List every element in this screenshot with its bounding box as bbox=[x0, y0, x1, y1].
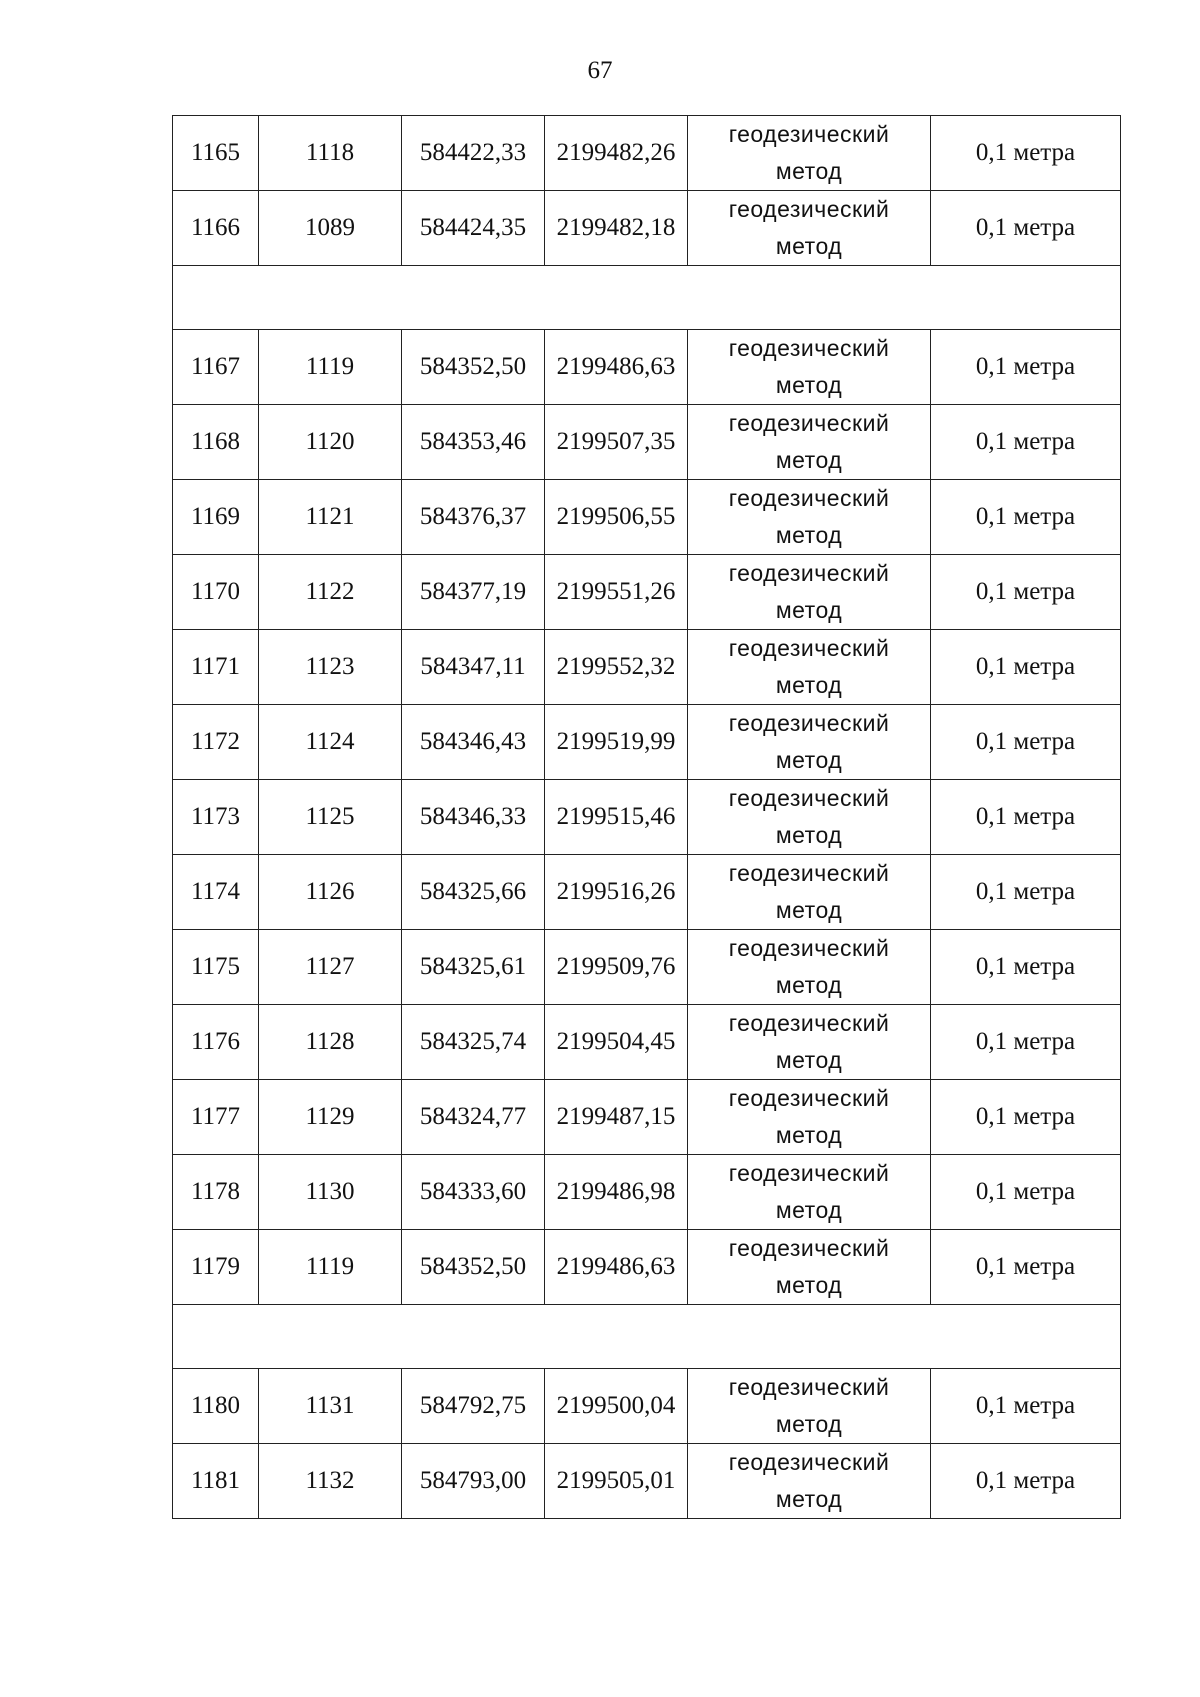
prior-point-cell: 1119 bbox=[259, 1230, 402, 1305]
prior-point-cell: 1124 bbox=[259, 705, 402, 780]
method-line-2: метод bbox=[775, 1122, 843, 1148]
prior-point-cell: 1129 bbox=[259, 1080, 402, 1155]
method-line-1: геодезический bbox=[728, 335, 890, 361]
method-line-1: геодезический bbox=[728, 485, 890, 511]
method-line-2: метод bbox=[775, 522, 843, 548]
y-coordinate-cell: 2199504,45 bbox=[545, 1005, 688, 1080]
prior-point-cell: 1125 bbox=[259, 780, 402, 855]
table-body bbox=[173, 116, 1121, 1519]
y-coordinate-cell: 2199509,76 bbox=[545, 930, 688, 1005]
method-line-2: метод bbox=[775, 897, 843, 923]
point-number-cell: 1174 bbox=[173, 855, 259, 930]
accuracy-cell: 0,1 метра bbox=[931, 405, 1121, 480]
prior-point-cell: 1127 bbox=[259, 930, 402, 1005]
point-number-cell: 1177 bbox=[173, 1080, 259, 1155]
method-cell bbox=[688, 705, 931, 780]
method-line-1: геодезический bbox=[728, 785, 890, 811]
table-row bbox=[173, 191, 1121, 266]
method-cell bbox=[688, 855, 931, 930]
x-coordinate-cell: 584333,60 bbox=[402, 1155, 545, 1230]
point-number-cell: 1166 bbox=[173, 191, 259, 266]
method-cell bbox=[688, 480, 931, 555]
method-cell bbox=[688, 1369, 931, 1444]
x-coordinate-cell: 584325,66 bbox=[402, 855, 545, 930]
method-cell bbox=[688, 1444, 931, 1519]
separator-row bbox=[173, 266, 1121, 330]
x-coordinate-cell: 584347,11 bbox=[402, 630, 545, 705]
table-row bbox=[173, 630, 1121, 705]
x-coordinate-cell: 584324,77 bbox=[402, 1080, 545, 1155]
y-coordinate-cell: 2199505,01 bbox=[545, 1444, 688, 1519]
table-row bbox=[173, 930, 1121, 1005]
method-line-1: геодезический bbox=[728, 1374, 890, 1400]
prior-point-cell: 1119 bbox=[259, 330, 402, 405]
method-line-1: геодезический bbox=[728, 1160, 890, 1186]
y-coordinate-cell: 2199507,35 bbox=[545, 405, 688, 480]
separator-cell bbox=[173, 1305, 1121, 1369]
point-number-cell: 1178 bbox=[173, 1155, 259, 1230]
point-number-cell: 1173 bbox=[173, 780, 259, 855]
table-row bbox=[173, 855, 1121, 930]
method-line-2: метод bbox=[775, 1047, 843, 1073]
method-line-1: геодезический bbox=[728, 410, 890, 436]
prior-point-cell: 1126 bbox=[259, 855, 402, 930]
y-coordinate-cell: 2199519,99 bbox=[545, 705, 688, 780]
method-line-1: геодезический bbox=[728, 1010, 890, 1036]
separator-cell bbox=[173, 266, 1121, 330]
accuracy-cell: 0,1 метра bbox=[931, 480, 1121, 555]
y-coordinate-cell: 2199486,63 bbox=[545, 1230, 688, 1305]
method-line-2: метод bbox=[775, 672, 843, 698]
table-row bbox=[173, 1444, 1121, 1519]
prior-point-cell: 1130 bbox=[259, 1155, 402, 1230]
method-cell bbox=[688, 1230, 931, 1305]
point-number-cell: 1180 bbox=[173, 1369, 259, 1444]
method-line-1: геодезический bbox=[728, 560, 890, 586]
y-coordinate-cell: 2199500,04 bbox=[545, 1369, 688, 1444]
accuracy-cell: 0,1 метра bbox=[931, 630, 1121, 705]
accuracy-cell: 0,1 метра bbox=[931, 1230, 1121, 1305]
point-number-cell: 1176 bbox=[173, 1005, 259, 1080]
prior-point-cell: 1123 bbox=[259, 630, 402, 705]
method-line-2: метод bbox=[775, 1272, 843, 1298]
table-row bbox=[173, 480, 1121, 555]
method-line-1: геодезический bbox=[728, 710, 890, 736]
x-coordinate-cell: 584376,37 bbox=[402, 480, 545, 555]
method-line-2: метод bbox=[775, 447, 843, 473]
y-coordinate-cell: 2199487,15 bbox=[545, 1080, 688, 1155]
accuracy-cell: 0,1 метра bbox=[931, 705, 1121, 780]
table-row bbox=[173, 705, 1121, 780]
prior-point-cell: 1122 bbox=[259, 555, 402, 630]
y-coordinate-cell: 2199506,55 bbox=[545, 480, 688, 555]
method-line-2: метод bbox=[775, 158, 843, 184]
method-line-2: метод bbox=[775, 1197, 843, 1223]
method-line-1: геодезический bbox=[728, 935, 890, 961]
point-number-cell: 1181 bbox=[173, 1444, 259, 1519]
y-coordinate-cell: 2199482,18 bbox=[545, 191, 688, 266]
method-line-2: метод bbox=[775, 747, 843, 773]
y-coordinate-cell: 2199486,63 bbox=[545, 330, 688, 405]
accuracy-cell: 0,1 метра bbox=[931, 930, 1121, 1005]
point-number-cell: 1171 bbox=[173, 630, 259, 705]
prior-point-cell: 1132 bbox=[259, 1444, 402, 1519]
table-row bbox=[173, 555, 1121, 630]
method-cell bbox=[688, 780, 931, 855]
method-line-1: геодезический bbox=[728, 1235, 890, 1261]
accuracy-cell: 0,1 метра bbox=[931, 1005, 1121, 1080]
accuracy-cell: 0,1 метра bbox=[931, 1369, 1121, 1444]
method-cell bbox=[688, 405, 931, 480]
table-row bbox=[173, 405, 1121, 480]
x-coordinate-cell: 584422,33 bbox=[402, 116, 545, 191]
coordinates-table bbox=[172, 115, 1121, 1519]
point-number-cell: 1168 bbox=[173, 405, 259, 480]
method-cell bbox=[688, 555, 931, 630]
x-coordinate-cell: 584377,19 bbox=[402, 555, 545, 630]
x-coordinate-cell: 584353,46 bbox=[402, 405, 545, 480]
x-coordinate-cell: 584346,33 bbox=[402, 780, 545, 855]
method-line-1: геодезический bbox=[728, 1449, 890, 1475]
table-row bbox=[173, 1230, 1121, 1305]
prior-point-cell: 1089 bbox=[259, 191, 402, 266]
accuracy-cell: 0,1 метра bbox=[931, 191, 1121, 266]
separator-row bbox=[173, 1305, 1121, 1369]
method-line-1: геодезический bbox=[728, 121, 890, 147]
table-row bbox=[173, 1005, 1121, 1080]
method-line-1: геодезический bbox=[728, 196, 890, 222]
table-row bbox=[173, 1155, 1121, 1230]
method-line-2: метод bbox=[775, 1411, 843, 1437]
accuracy-cell: 0,1 метра bbox=[931, 780, 1121, 855]
point-number-cell: 1165 bbox=[173, 116, 259, 191]
method-line-2: метод bbox=[775, 822, 843, 848]
method-line-1: геодезический bbox=[728, 635, 890, 661]
y-coordinate-cell: 2199515,46 bbox=[545, 780, 688, 855]
method-line-2: метод bbox=[775, 597, 843, 623]
prior-point-cell: 1131 bbox=[259, 1369, 402, 1444]
accuracy-cell: 0,1 метра bbox=[931, 855, 1121, 930]
prior-point-cell: 1120 bbox=[259, 405, 402, 480]
point-number-cell: 1169 bbox=[173, 480, 259, 555]
x-coordinate-cell: 584793,00 bbox=[402, 1444, 545, 1519]
method-cell bbox=[688, 1080, 931, 1155]
prior-point-cell: 1128 bbox=[259, 1005, 402, 1080]
table-row bbox=[173, 330, 1121, 405]
y-coordinate-cell: 2199482,26 bbox=[545, 116, 688, 191]
x-coordinate-cell: 584346,43 bbox=[402, 705, 545, 780]
accuracy-cell: 0,1 метра bbox=[931, 116, 1121, 191]
point-number-cell: 1170 bbox=[173, 555, 259, 630]
method-cell bbox=[688, 930, 931, 1005]
method-cell bbox=[688, 116, 931, 191]
y-coordinate-cell: 2199551,26 bbox=[545, 555, 688, 630]
method-cell bbox=[688, 1155, 931, 1230]
y-coordinate-cell: 2199552,32 bbox=[545, 630, 688, 705]
method-line-2: метод bbox=[775, 233, 843, 259]
point-number-cell: 1167 bbox=[173, 330, 259, 405]
method-cell bbox=[688, 1005, 931, 1080]
y-coordinate-cell: 2199516,26 bbox=[545, 855, 688, 930]
table-row bbox=[173, 116, 1121, 191]
page-number: 67 bbox=[587, 57, 613, 84]
x-coordinate-cell: 584352,50 bbox=[402, 1230, 545, 1305]
accuracy-cell: 0,1 метра bbox=[931, 1155, 1121, 1230]
prior-point-cell: 1121 bbox=[259, 480, 402, 555]
accuracy-cell: 0,1 метра bbox=[931, 330, 1121, 405]
prior-point-cell: 1118 bbox=[259, 116, 402, 191]
x-coordinate-cell: 584792,75 bbox=[402, 1369, 545, 1444]
point-number-cell: 1175 bbox=[173, 930, 259, 1005]
point-number-cell: 1179 bbox=[173, 1230, 259, 1305]
accuracy-cell: 0,1 метра bbox=[931, 1444, 1121, 1519]
method-cell bbox=[688, 191, 931, 266]
method-line-1: геодезический bbox=[728, 1085, 890, 1111]
y-coordinate-cell: 2199486,98 bbox=[545, 1155, 688, 1230]
point-number-cell: 1172 bbox=[173, 705, 259, 780]
accuracy-cell: 0,1 метра bbox=[931, 1080, 1121, 1155]
method-line-2: метод bbox=[775, 372, 843, 398]
x-coordinate-cell: 584424,35 bbox=[402, 191, 545, 266]
method-cell bbox=[688, 630, 931, 705]
table-row bbox=[173, 780, 1121, 855]
method-line-2: метод bbox=[775, 1486, 843, 1512]
x-coordinate-cell: 584325,61 bbox=[402, 930, 545, 1005]
table-row bbox=[173, 1369, 1121, 1444]
table-row bbox=[173, 1080, 1121, 1155]
x-coordinate-cell: 584352,50 bbox=[402, 330, 545, 405]
method-line-1: геодезический bbox=[728, 860, 890, 886]
x-coordinate-cell: 584325,74 bbox=[402, 1005, 545, 1080]
method-cell bbox=[688, 330, 931, 405]
method-line-2: метод bbox=[775, 972, 843, 998]
accuracy-cell: 0,1 метра bbox=[931, 555, 1121, 630]
